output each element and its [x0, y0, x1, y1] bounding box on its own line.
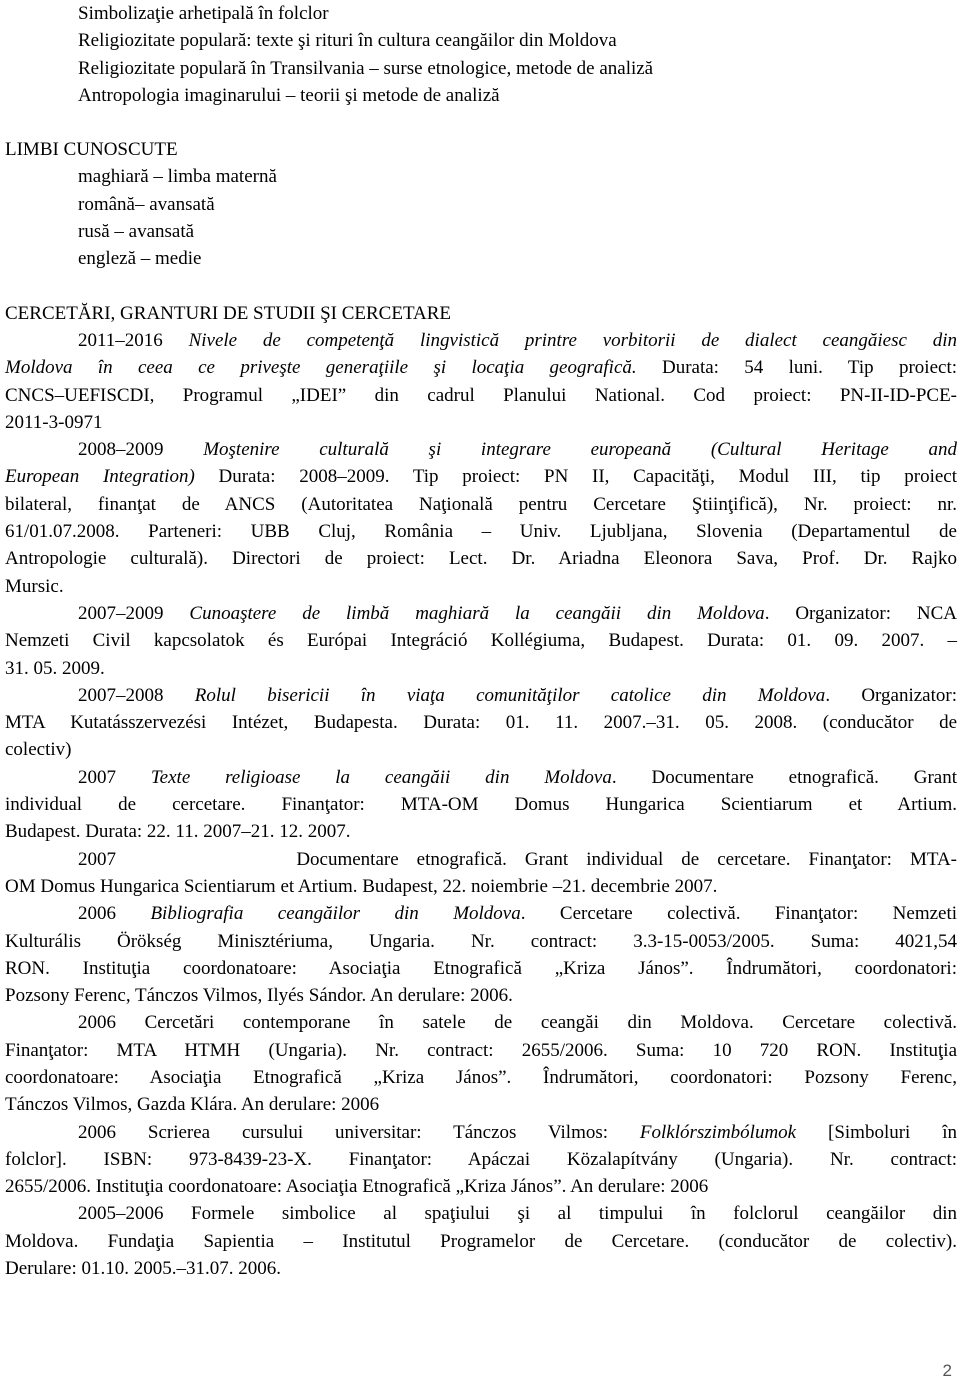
entry-text: 2006 Cercetări contemporane în satele de ceangăi din Moldova. Cercetare colectivă. — [78, 1012, 957, 1034]
entry-text: RON. Instituţia coordonatoare: Asociaţia Etnografică „Kriza János”. Îndrumători, coordonatori: — [5, 957, 957, 979]
entry-text: Nemzeti Civil kapcsolatok és Európai Integráció Kollégiuma, Budapest. Durata: 01. 09. 2007. – — [5, 630, 957, 652]
entry-title: Texte religioase la ceangăii din Moldova — [150, 766, 612, 788]
entry-text: 2006 Scrierea cursului universitar: Tánczos Vilmos: — [78, 1121, 640, 1143]
entry-title: European Integration) — [5, 466, 195, 488]
research-entry — [5, 846, 957, 901]
entry-title: Rolul bisericii în viaţa comunităţilor catolice din Moldova — [194, 684, 826, 706]
research-section — [5, 300, 957, 1283]
language-item: rusă – avansată — [78, 221, 195, 243]
entry-text: Derulare: 01.10. 2005.–31.07. 2006. — [5, 1258, 281, 1280]
entry-text: 31. 05. 2009. — [5, 657, 105, 679]
languages-section — [5, 136, 957, 272]
research-entry — [5, 764, 957, 846]
entry-text: . Organizator: — [825, 684, 958, 706]
entry-text: . Organizator: NCA — [764, 602, 958, 624]
entry-text: MTA Kutatásszervezési Intézet, Budapesta. Durata: 01. 11. 2007.–31. 05. 2008. (conducător de — [5, 712, 957, 734]
research-entry — [5, 1119, 957, 1201]
research-entry — [5, 1200, 957, 1282]
entry-years: 2011–2016 — [78, 329, 189, 351]
course-item: Religiozitate populară în Transilvania – surse etnologice, metode de analiză — [78, 57, 654, 79]
entry-title: Folklórszimbólumok — [639, 1121, 797, 1143]
entry-text: 2011-3-0971 — [5, 411, 103, 433]
entry-text: OM Domus Hungarica Scientiarum et Artium. Budapest, 22. noiembrie –21. decembrie 2007. — [5, 875, 718, 897]
research-entry — [5, 600, 957, 682]
research-heading: CERCETĂRI, GRANTURI DE STUDII ŞI CERCETARE — [5, 302, 452, 324]
entry-title: Moştenire culturală şi integrare europeană (Cultural Heritage and — [203, 439, 957, 461]
entry-text: 2007 Documentare etnografică. Grant individual de cercetare. Finanţator: MTA- — [78, 848, 957, 870]
entry-text: colectiv) — [5, 739, 72, 761]
research-entry — [5, 1009, 957, 1118]
language-item: engleză – medie — [78, 248, 202, 270]
research-entry — [5, 682, 957, 764]
entry-text: 2005–2006 Formele simbolice al spaţiului şi al timpului în folclorul ceangăilor din — [78, 1203, 957, 1225]
entry-text: [Simboluri în — [796, 1121, 957, 1143]
entry-years: 2007–2008 — [78, 684, 195, 706]
entry-text: Moldova. Fundaţia Sapientia – Institutul Programelor de Cercetare. (conducător de colectiv). — [5, 1230, 957, 1252]
entry-text: Durata: 2008–2009. Tip proiect: PN II, Capacităţi, Modul III, tip proiect — [194, 466, 958, 488]
entry-text: Budapest. Durata: 22. 11. 2007–21. 12. 2007. — [5, 821, 351, 843]
entry-text: . Documentare etnografică. Grant — [611, 766, 957, 788]
entry-text: 2655/2006. Instituţia coordonatoare: Asociaţia Etnografică „Kriza János”. An derulare: 2006 — [5, 1176, 709, 1198]
entry-title: Moldova în ceea ce priveşte generaţiile şi locaţia geografică. — [5, 357, 637, 379]
entry-title: Cunoaştere de limbă maghiară la ceangăii din Moldova — [189, 602, 765, 624]
entry-text: Pozsony Ferenc, Tánczos Vilmos, Ilyés Sándor. An derulare: 2006. — [5, 985, 513, 1007]
entry-text: CNCS–UEFISCDI, Programul „IDEI” din cadrul Planului National. Cod proiect: PN-II-ID-PCE- — [5, 384, 957, 406]
entry-years: 2008–2009 — [78, 439, 204, 461]
entry-text: individual de cercetare. Finanţator: MTA-OM Domus Hungarica Scientiarum et Artium. — [5, 794, 957, 816]
entry-years: 2006 — [78, 903, 151, 925]
course-item: Simbolizaţie arhetipală în folclor — [78, 3, 329, 24]
language-item: română– avansată — [78, 193, 215, 215]
entry-title: Bibliografia ceangăilor din Moldova — [150, 903, 521, 925]
languages-heading: LIMBI CUNOSCUTE — [5, 139, 178, 161]
courses-list — [5, 0, 957, 109]
entry-text: folclor]. ISBN: 973-8439-23-X. Finanţator: Apáczai Közalapítvány (Ungaria). Nr. contract: — [5, 1148, 957, 1170]
course-item: Religiozitate populară: texte şi rituri în cultura ceangăilor din Moldova — [78, 30, 617, 52]
entry-text: Durata: 54 luni. Tip proiect: — [636, 357, 958, 379]
language-item: maghiară – limba maternă — [78, 166, 277, 188]
entry-title: Nivele de competenţă lingvistică printre vorbitorii de dialect ceangăiesc din — [188, 329, 957, 351]
entry-text: Finanţator: MTA HTMH (Ungaria). Nr. contract: 2655/2006. Suma: 10 720 RON. Instituţia — [5, 1039, 957, 1061]
research-entry — [5, 436, 957, 600]
research-entry — [5, 900, 957, 1009]
page-number: 2 — [942, 1361, 952, 1380]
entry-text: Mursic. — [5, 575, 64, 597]
entry-text: Antropologie culturală). Directori de proiect: Lect. Dr. Ariadna Eleonora Sava, Prof. Dr. Rajko — [5, 548, 957, 570]
entry-text: Tánczos Vilmos, Gazda Klára. An derulare: 2006 — [5, 1094, 380, 1116]
course-item: Antropologia imaginarului – teorii şi metode de analiză — [78, 84, 500, 106]
entry-years: 2007–2009 — [78, 602, 190, 624]
document-page — [5, 0, 957, 1282]
entry-text: . Cercetare colectivă. Finanţator: Nemzeti — [520, 903, 958, 925]
entry-text: bilateral, finanţat de ANCS (Autoritatea Naţională pentru Cercetare Ştiinţifică), Nr. proiect: nr. — [5, 493, 957, 515]
entry-text: coordonatoare: Asociaţia Etnografică „Kriza János”. Îndrumători, coordonatori: Pozsony Ferenc, — [5, 1066, 957, 1088]
entry-years: 2007 — [78, 766, 151, 788]
research-entry — [5, 327, 957, 436]
entry-text: Kulturális Örökség Minisztériuma, Ungaria. Nr. contract: 3.3-15-0053/2005. Suma: 4021,54 — [5, 930, 957, 952]
entry-text: 61/01.07.2008. Parteneri: UBB Cluj, România – Univ. Ljubljana, Slovenia (Departamentul de — [5, 521, 957, 543]
